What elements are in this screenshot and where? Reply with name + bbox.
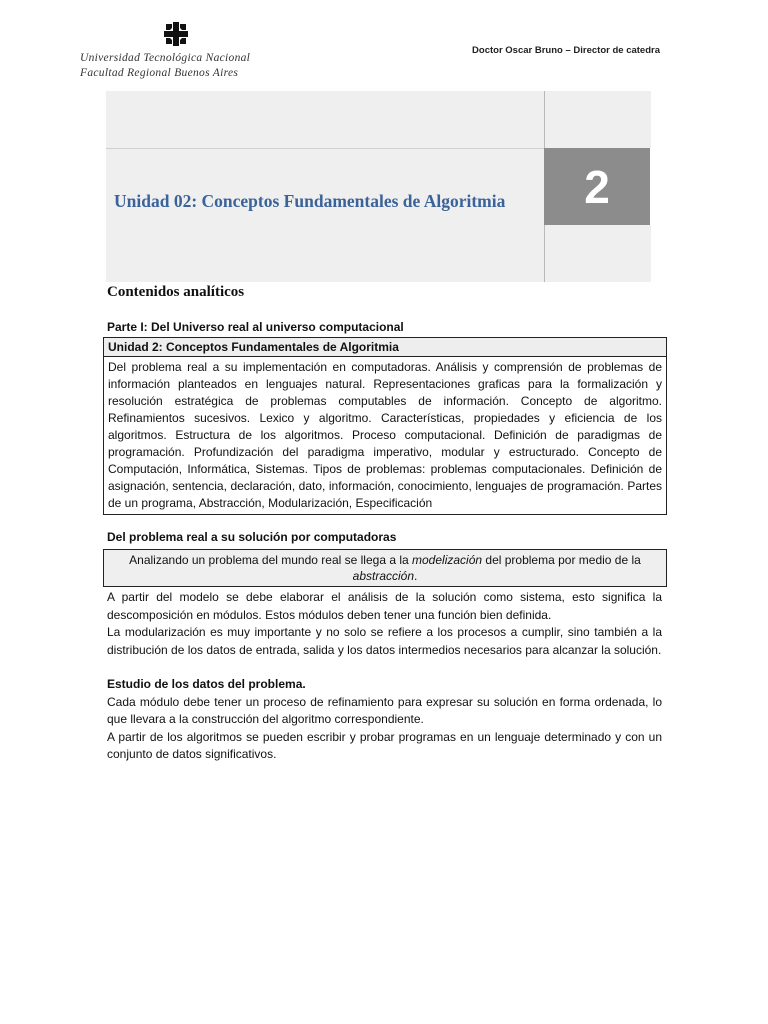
callout-emphasis-modelizacion: modelización [412,553,483,567]
callout-emphasis-abstraccion: abstracción [352,569,415,583]
unit-number: 2 [544,148,650,225]
banner-title-cell [106,148,544,226]
paragraph-modularizacion: La modularización es muy importante y no solo se refiere a los procesos a cumplir, sino también a la distribución de los datos de entrada, salida y los datos intermedios necesarios para alcanzar la solución. [107,625,662,657]
banner-top-right-cell [544,91,651,148]
part-title: Parte I: Del Universo real al universo computacional [107,320,404,334]
contents-table [103,337,667,515]
university-logo [80,22,270,82]
subsection-title: Del problema real a su solución por computadoras [107,530,397,544]
contents-table-body: Del problema real a su implementación en computadoras. Análisis y comprensión de problemas de información planteados en lenguajes natural. Representaciones graficas para la formalización y resolución estratégica de problemas computables de información. Concepto de algoritmo. Refinamientos sucesivos. Lexico y algoritmo. Características, propiedades y eficiencia de los algoritmos. Estructura de los algoritmos. Proceso computacional. Definición de paradigmas de programación. Profundización del paradigma imperativo, modular y estructurado. Concepto de Computación, Informática, Sistemas. Tipos de problemas: problemas computacionales. Definición de asignación, sentencia, declaración, dato, información, conocimiento, lenguajes de programación. Partes de un programa, Abstracción, Modularización, Especificación [108,360,662,510]
body-text [107,589,662,764]
section-title: Contenidos analíticos [107,284,245,300]
callout-text-middle: del problema por medio de la [482,553,641,567]
callout-text-end: . [414,569,418,583]
utn-logo-icon [164,22,188,46]
callout-box [103,549,667,587]
paragraph-refinamiento: Cada módulo debe tener un proceso de refinamiento para expresar su solución en forma ordenada, lo que llevara a la construcción del algoritmo correspondiente. [107,694,662,726]
paragraph-algoritmos: A partir de los algoritmos se pueden escribir y probar programas en un lenguaje determinado y con un conjunto de datos significativos. [107,729,662,761]
callout-text: Analizando un problema del mundo real se llega a la [129,553,413,567]
unit-title: Unidad 02: Conceptos Fundamentales de Algoritmia [114,191,506,211]
study-title: Estudio de los datos del problema. [107,677,306,691]
banner-bottom-right-cell [544,225,651,282]
paragraph-modelo: A partir del modelo se debe elaborar el análisis de la solución como sistema, esto significa la descomposición en módulos. Estos módulos deben tener una función bien definida. [107,590,662,622]
banner-top-cell [106,91,544,148]
faculty-name: Facultad Regional Buenos Aires [80,67,239,79]
banner-bottom-cell [106,225,544,282]
contents-table-header: Unidad 2: Conceptos Fundamentales de Algoritmia [104,338,666,357]
university-name: Universidad Tecnológica Nacional [80,52,251,64]
author-header: Doctor Oscar Bruno – Director de catedra [472,45,660,56]
